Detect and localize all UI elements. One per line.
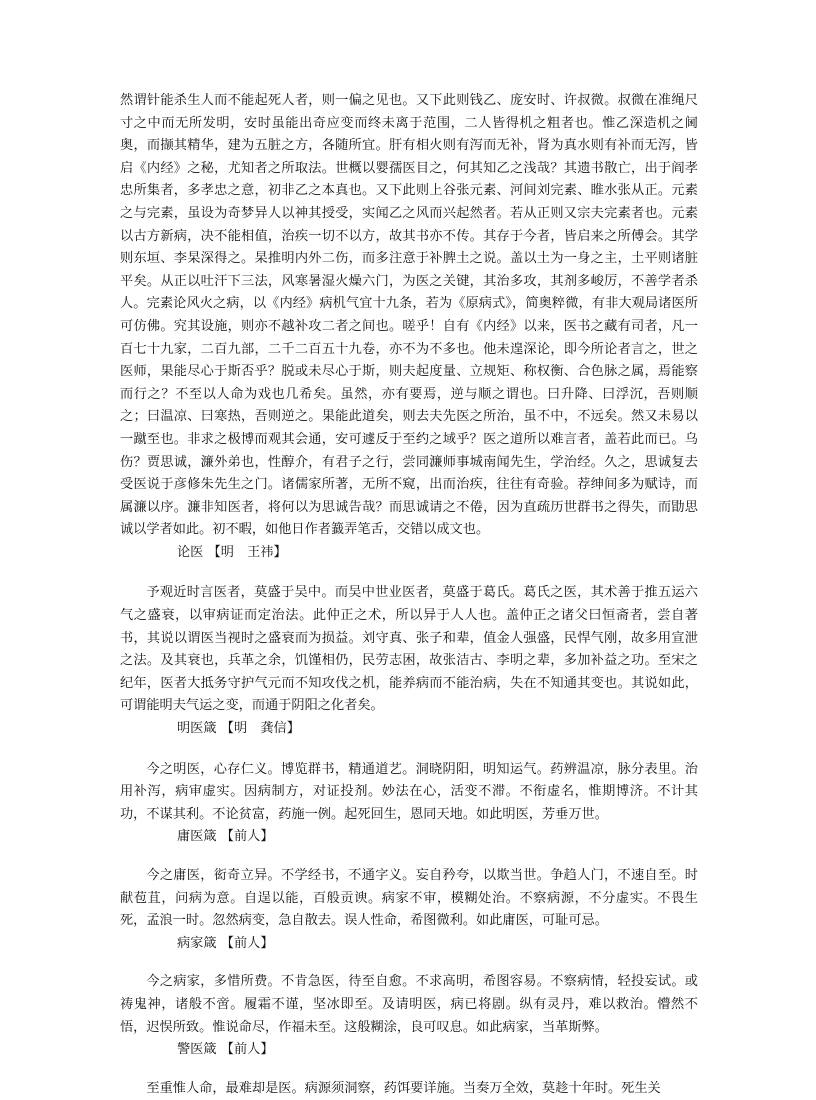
body-paragraph-5: 今之病家，多惜所费。不肯急医，待至自愈。不求高明，希图容易。不察病情，轻投妄试。或祷鬼神，诸般不啻。履霜不谨，坚冰即至。及请明医，病已将剧。纵有灵丹，难以救治。懵然不悟，迟悮所致。惟说命尽，作福未至。这般糊涂，良可叹息。如此病家，当革斯弊。: [120, 974, 698, 1035]
spacer: [120, 564, 698, 582]
section-heading-bing-jia-zhen: 病家箴 【前人】: [177, 935, 274, 951]
document-page: [120, 90, 698, 1100]
section-heading-jing-yi-zhen: 警医箴 【前人】: [177, 1042, 274, 1058]
body-paragraph-2: 予观近时言医者，莫盛于吴中。而吴中世业医者，莫盛于葛氏。葛氏之医，其术善于推五运六气之盛衰，以审病证而定治法。此仲正之术，所以异于人人也。盖仲正之诸父曰恒斋者，尝自著书，其说以谓医当视时之盛衰而为损益。刘守真、张子和辈，值金人强盛，民悍气刚，故多用宣泄之法。及其衰也，兵革之余，饥馑相仍，民劳志困，故张洁古、李明之辈，多加补益之功。至宋之纪年，医者大抵务守护气元而不知攻伐之机，能养病而不能治病，失在不知通其变也。其说如此，可谓能明夫气运之变，而通于阴阳之化者矣。: [120, 585, 698, 714]
body-paragraph-6: 至重惟人命，最难却是医。病源须洞察，药饵要详施。当奏万全效，莫趁十年时。死生关: [146, 1080, 661, 1096]
spacer: [120, 741, 698, 759]
body-paragraph-3: 今之明医，心存仁义。博览群书，精通道艺。洞晓阴阳，明知运气。药辨温凉，脉分表里。治用补泻，病审虚实。因病制方，对证投剂。妙法在心，活变不滞。不衔虚名，惟期博济。不计其功，不谋其利。不论贫富，药施一例。起死回生，恩同天地。如此明医，芳垂万世。: [120, 761, 698, 822]
section-heading-ming-yi-zhen: 明医箴 【明 龚信】: [177, 721, 300, 737]
spacer: [120, 849, 698, 865]
body-paragraph-1: 然谓针能杀生人而不能起死人者，则一偏之见也。又下此则钱乙、庞安时、许叔微。叔微在准绳尺寸之中而无所发明，安时虽能出奇应变而终未离于范围，二人皆得机之粗者也。惟乙深造机之阃奥，而撷其精华，建为五脏之方，各随所宜。肝有相火则有泻而无补，肾为真水则有补而无泻，皆启《内经》之秘，尤知者之所取法。世概以婴孺医目之，何其知乙之浅哉？其遗书散亡，出于阎孝忠所集者，多孝忠之意，初非乙之本真也。又下此则上谷张元素、河间刘完素、睢水张从正。元素之与完素，虽设为奇梦异人以神其授受，实闻乙之风而兴起然者。若从正则又宗夫完素者也。元素以古方新病，决不能相值，治疾一切不以方，故其书亦不传。其存于今者，皆启来之所傅会。其学则东垣、李杲深得之。杲推明内外二伤，而多注意于补脾土之说。盖以土为一身之主，土平则诸脏平矣。从正以吐汗下三法，风寒暑湿火燥六门，为医之关键，其治多攻，其剂多峻厉，不善学者杀人。完素论风火之病，以《内经》病机气宜十九条，若为《原病式》，简奥粹微，有非大观局诸医所可仿佛。究其设施，则亦不越补攻二者之间也。嗟乎！自有《内经》以来，医书之藏有司者，凡一百七十九家，二百九部，二千二百五十九卷，亦不为不多也。他未遑深论，即今所论者言之，世之医师，果能尽心于斯否乎？脱或未尽心于斯，则夫起度量、立规矩、称权衡、合色脉之属，焉能察而行之？不至以人命为戏也几希矣。虽然，亦有要焉，逆与顺之谓也。曰升降、曰浮沉，吾则顺之；曰温凉、曰寒热，吾则逆之。果能此道矣，则去夫先医之所治，虽不中，不远矣。然又未易以一蹴至也。非求之极博而观其会通，安可遽反于至约之域乎？医之道所以难言者，盖若此而已。乌伤？贾思诚，濂外弟也，性醇介，有君子之行，尝同濂师事城南闻先生，学治经。久之，思诚复去受医说于彦修朱先生之门。诸儒家所著，无所不窥，出而治疾，往往有奇验。荐绅间多为赋诗，而属濂以序。濂非知医者，将何以为思诚告哉？而思诚请之不倦，因为直疏历世群书之得失，而勖思诚以学者如此。初不暇，如他日作者籖弄笔舌，交错以成文也。: [120, 93, 698, 538]
spacer: [120, 955, 698, 971]
body-paragraph-4: 今之庸医，衒奇立异。不学经书，不通字义。妄自矜夸，以欺当世。争趋人门，不速自至。时献苞苴，问病为意。自逞以能，百般贡谀。病家不审，模糊处治。不察病源，不分虚实。不畏生死，孟浪一时。忽然病变，急自散去。误人性命，希图微利。如此庸医，可耻可忌。: [120, 868, 698, 929]
section-heading-yong-yi-zhen: 庸医箴 【前人】: [177, 829, 274, 845]
section-heading-lun-yi: 论医 【明 王祎】: [177, 544, 287, 560]
spacer: [120, 1062, 698, 1078]
